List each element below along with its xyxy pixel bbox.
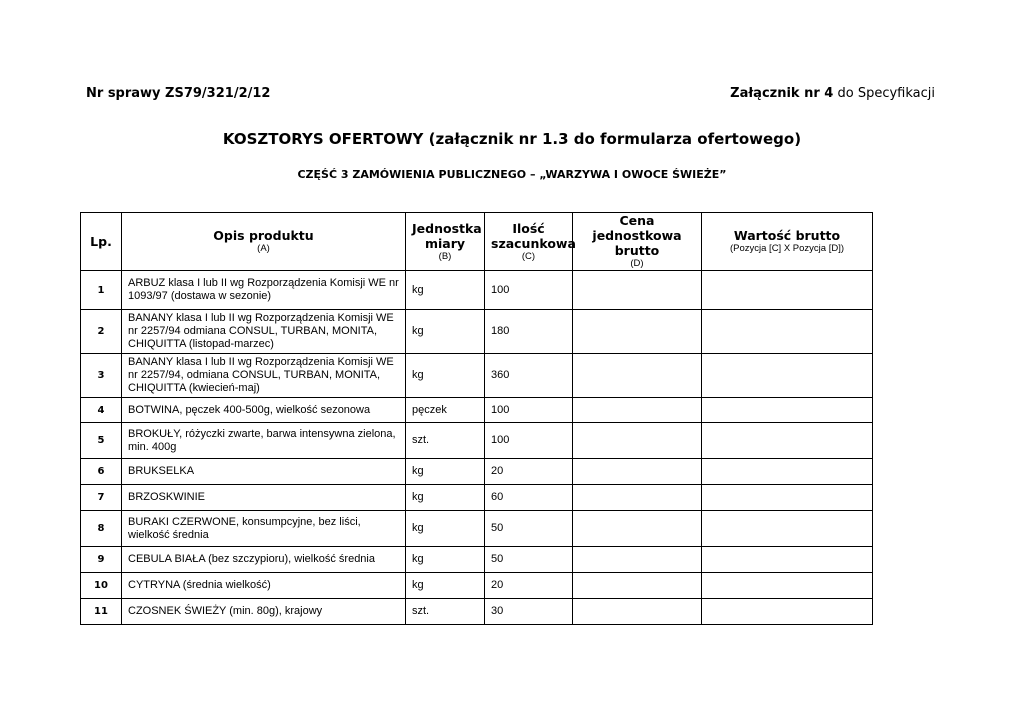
row-unit: szt. <box>406 599 485 625</box>
row-gross-value[interactable] <box>702 599 873 625</box>
row-unit-price[interactable] <box>573 459 702 485</box>
table-row <box>81 599 873 625</box>
row-unit: kg <box>406 485 485 511</box>
header-lp: Lp. <box>81 213 122 271</box>
row-quantity: 180 <box>485 310 573 354</box>
table-row <box>81 354 873 398</box>
header-unit-price: Cena jednostkowa brutto (D) <box>573 213 702 271</box>
row-gross-value[interactable] <box>702 271 873 310</box>
table-row <box>81 459 873 485</box>
row-gross-value[interactable] <box>702 573 873 599</box>
row-lp: 7 <box>81 485 122 511</box>
row-unit: kg <box>406 310 485 354</box>
table-row <box>81 271 873 310</box>
row-unit-price[interactable] <box>573 310 702 354</box>
row-quantity: 360 <box>485 354 573 398</box>
row-lp: 3 <box>81 354 122 398</box>
row-lp: 10 <box>81 573 122 599</box>
row-unit-price[interactable] <box>573 547 702 573</box>
table-header-row <box>81 213 873 271</box>
cost-estimate-table <box>80 212 873 625</box>
row-gross-value[interactable] <box>702 354 873 398</box>
row-lp: 11 <box>81 599 122 625</box>
row-gross-value[interactable] <box>702 547 873 573</box>
row-quantity: 30 <box>485 599 573 625</box>
row-unit: kg <box>406 547 485 573</box>
row-description: BANANY klasa I lub II wg Rozporządzenia Komisji WE nr 2257/94 odmiana CONSUL, TURBAN, MONITA, CHIQUITTA (listopad-marzec) <box>122 310 406 354</box>
row-description: CEBULA BIAŁA (bez szczypioru), wielkość średnia <box>122 547 406 573</box>
row-unit-price[interactable] <box>573 573 702 599</box>
row-unit: kg <box>406 573 485 599</box>
row-lp: 5 <box>81 423 122 459</box>
table-row <box>81 485 873 511</box>
table-row <box>81 573 873 599</box>
row-quantity: 100 <box>485 271 573 310</box>
row-quantity: 100 <box>485 423 573 459</box>
row-unit: kg <box>406 459 485 485</box>
row-unit: kg <box>406 271 485 310</box>
table-row <box>81 310 873 354</box>
header-unit: Jednostka miary (B) <box>406 213 485 271</box>
row-unit-price[interactable] <box>573 599 702 625</box>
row-lp: 9 <box>81 547 122 573</box>
row-unit: kg <box>406 354 485 398</box>
row-unit-price[interactable] <box>573 271 702 310</box>
row-lp: 1 <box>81 271 122 310</box>
case-number: Nr sprawy ZS79/321/2/12 <box>86 86 271 101</box>
row-quantity: 20 <box>485 573 573 599</box>
row-lp: 2 <box>81 310 122 354</box>
table-row <box>81 511 873 547</box>
attachment-label <box>730 86 935 101</box>
row-description: CYTRYNA (średnia wielkość) <box>122 573 406 599</box>
row-unit-price[interactable] <box>573 485 702 511</box>
table-row <box>81 547 873 573</box>
attachment-number: Załącznik nr 4 <box>730 86 834 101</box>
row-lp: 8 <box>81 511 122 547</box>
table-row <box>81 423 873 459</box>
row-lp: 6 <box>81 459 122 485</box>
row-gross-value[interactable] <box>702 423 873 459</box>
row-gross-value[interactable] <box>702 485 873 511</box>
document-subtitle: CZĘŚĆ 3 ZAMÓWIENIA PUBLICZNEGO – „WARZYWA I OWOCE ŚWIEŻE” <box>297 168 727 181</box>
row-description: BURAKI CZERWONE, konsumpcyjne, bez liści, wielkość średnia <box>122 511 406 547</box>
row-quantity: 50 <box>485 547 573 573</box>
table-row <box>81 398 873 423</box>
row-description: ARBUZ klasa I lub II wg Rozporządzenia Komisji WE nr 1093/97 (dostawa w sezonie) <box>122 271 406 310</box>
row-description: BROKUŁY, różyczki zwarte, barwa intensywna zielona, min. 400g <box>122 423 406 459</box>
row-description: CZOSNEK ŚWIEŻY (min. 80g), krajowy <box>122 599 406 625</box>
attachment-reference: do Specyfikacji <box>837 86 935 101</box>
row-description: BRUKSELKA <box>122 459 406 485</box>
row-gross-value[interactable] <box>702 459 873 485</box>
row-gross-value[interactable] <box>702 398 873 423</box>
header-gross-value: Wartość brutto (Pozycja [C] X Pozycja [D]) <box>702 213 873 271</box>
header-description: Opis produktu (A) <box>122 213 406 271</box>
row-unit: kg <box>406 511 485 547</box>
row-quantity: 60 <box>485 485 573 511</box>
row-description: BOTWINA, pęczek 400-500g, wielkość sezonowa <box>122 398 406 423</box>
row-unit: pęczek <box>406 398 485 423</box>
row-quantity: 20 <box>485 459 573 485</box>
row-gross-value[interactable] <box>702 310 873 354</box>
row-quantity: 100 <box>485 398 573 423</box>
row-unit-price[interactable] <box>573 423 702 459</box>
row-unit: szt. <box>406 423 485 459</box>
row-unit-price[interactable] <box>573 398 702 423</box>
row-description: BRZOSKWINIE <box>122 485 406 511</box>
row-gross-value[interactable] <box>702 511 873 547</box>
row-lp: 4 <box>81 398 122 423</box>
row-quantity: 50 <box>485 511 573 547</box>
row-description: BANANY klasa I lub II wg Rozporządzenia Komisji WE nr 2257/94, odmiana CONSUL, TURBAN, MONITA, CHIQUITTA (kwiecień-maj) <box>122 354 406 398</box>
header-quantity: Ilość szacunkowa (C) <box>485 213 573 271</box>
row-unit-price[interactable] <box>573 354 702 398</box>
row-unit-price[interactable] <box>573 511 702 547</box>
document-title: KOSZTORYS OFERTOWY (załącznik nr 1.3 do formularza ofertowego) <box>222 130 802 148</box>
